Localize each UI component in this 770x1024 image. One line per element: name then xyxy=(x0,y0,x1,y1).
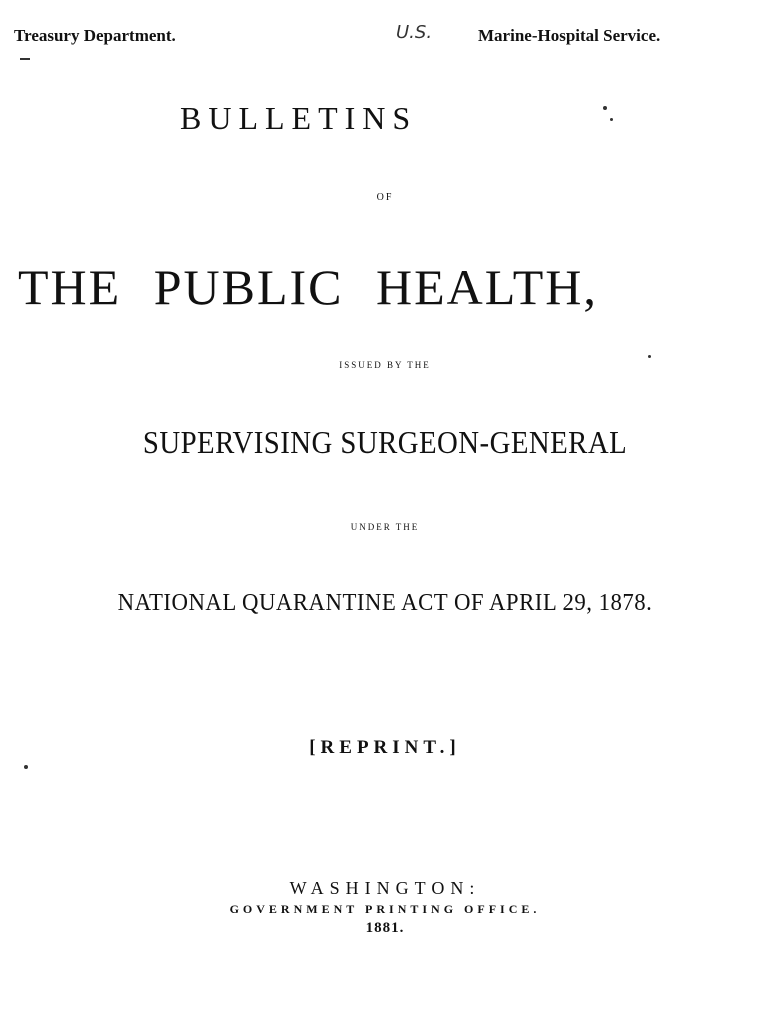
reprint-label: [REPRINT.] xyxy=(309,737,461,758)
under-text: UNDER THE xyxy=(350,522,420,532)
header-department: Treasury Department. xyxy=(14,26,176,45)
scan-speck xyxy=(610,118,613,121)
imprint-city: WASHINGTON: xyxy=(289,878,481,898)
title-public-health: THE PUBLIC HEALTH, xyxy=(18,259,598,315)
header-service: Marine-Hospital Service. xyxy=(478,26,661,45)
imprint-printer: GOVERNMENT PRINTING OFFICE. xyxy=(229,902,541,916)
scan-speck xyxy=(603,106,607,110)
imprint-year: 1881. xyxy=(365,920,405,936)
scan-speck xyxy=(24,765,28,769)
title-bulletins: BULLETINS xyxy=(180,100,418,136)
issuer-name: SUPERVISING SURGEON-GENERAL xyxy=(142,424,628,460)
act-name: NATIONAL QUARANTINE ACT OF APRIL 29, 1878. xyxy=(117,590,653,616)
scan-speck xyxy=(648,355,651,358)
handwritten-annotation: U.S. xyxy=(396,22,433,43)
scan-speck xyxy=(20,58,30,60)
issued-by-text: ISSUED BY THE xyxy=(339,360,431,370)
title-of: OF xyxy=(376,192,394,203)
